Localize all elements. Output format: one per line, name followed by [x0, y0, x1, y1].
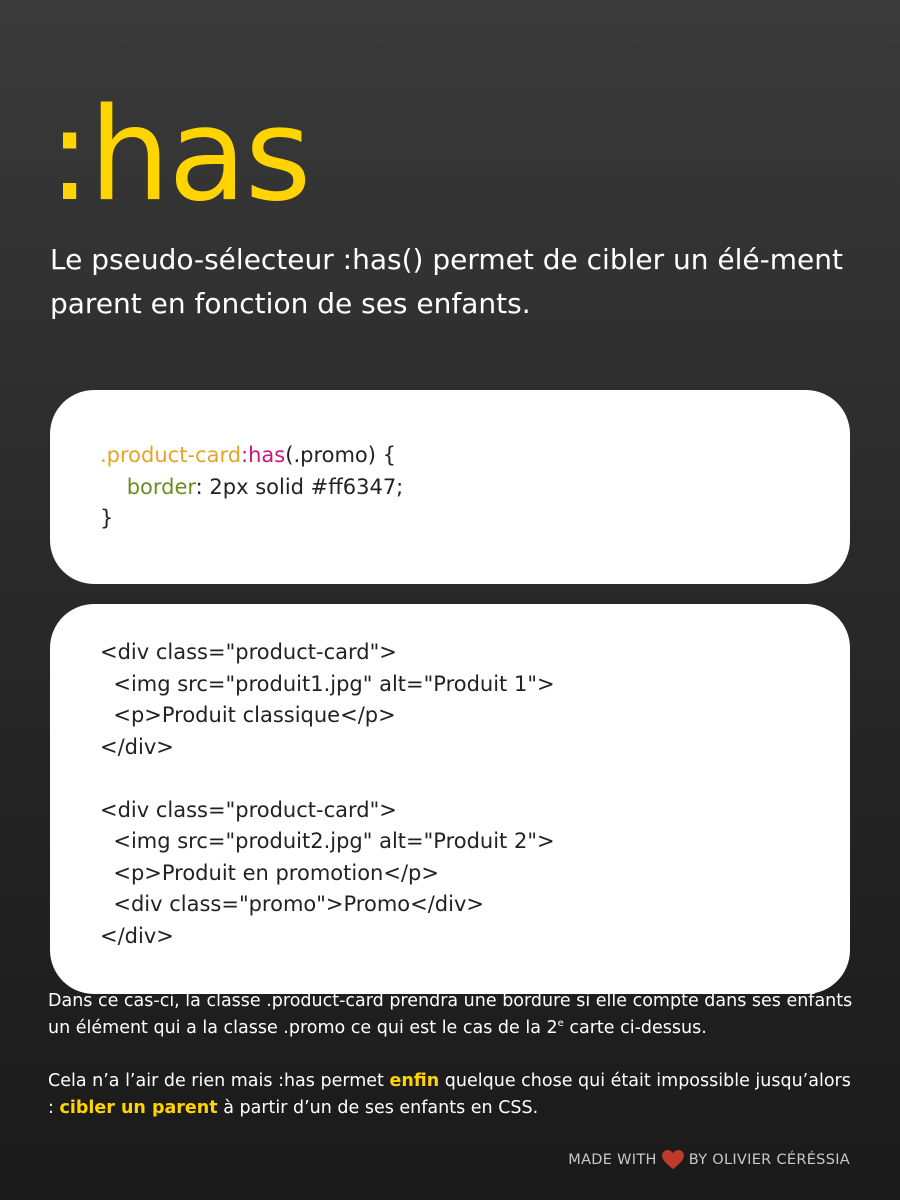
html-code-line: </div>	[100, 734, 174, 759]
explanation-paragraph-2	[48, 1068, 858, 1122]
page-subtitle: Le pseudo-sélecteur :has() permet de cibler un élé-ment parent en fonction de ses enfants.	[50, 243, 843, 320]
css-code-card	[50, 390, 850, 584]
css-code-line	[100, 472, 850, 504]
code-token-prop: border	[126, 474, 196, 499]
code-token-plain: : 2px solid #ff6347;	[195, 474, 404, 499]
html-code-line: <img src="produit2.jpg" alt="Produit 2">	[100, 829, 555, 853]
html-code-card	[50, 604, 850, 994]
html-code-line	[100, 763, 850, 795]
code-token-pseudo: :has	[241, 443, 286, 467]
html-code-line: <img src="produit1.jpg" alt="Produit 1">	[100, 671, 555, 696]
html-code-line: <p>Produit en promotion</p>	[100, 860, 439, 885]
css-code-line	[100, 503, 850, 535]
explanation-text: Dans ce cas-ci, la classe .product-card prendra une bordure si elle compte dans ses enfants un élément qui a la classe .promo ce qui est le cas de la 2	[48, 991, 853, 1038]
html-code-line: </div>	[100, 923, 174, 948]
html-code-line: <p>Produit classique</p>	[100, 703, 396, 727]
html-code-line: <div class="product-card">	[100, 640, 397, 664]
superscript-ordinal: e	[557, 1018, 564, 1029]
explanation-text: à partir d’un de ses enfants en CSS.	[217, 1098, 539, 1118]
footer-made-with: MADE WITH	[568, 1152, 657, 1168]
html-code-line: <div class="promo">Promo</div>	[100, 892, 484, 916]
highlight-enfin: enfin	[389, 1071, 440, 1091]
footer-credit	[568, 1150, 850, 1170]
footer-author: BY OLIVIER CÉRÉSSIA	[688, 1152, 850, 1168]
code-token-plain: (.promo) {	[285, 443, 397, 467]
code-token-plain	[100, 475, 127, 499]
css-code-line	[100, 440, 850, 472]
html-code-line: <div class="product-card">	[100, 797, 397, 822]
heart-icon	[662, 1150, 684, 1170]
code-token-plain: }	[100, 506, 114, 530]
highlight-cibler-parent: cibler un parent	[59, 1098, 218, 1118]
explanation-text: carte ci-dessus.	[563, 1018, 707, 1038]
explanation-paragraph-1	[48, 988, 858, 1042]
explanation-text: Cela n’a l’air de rien mais :has permet	[48, 1071, 390, 1091]
page-title: :has	[48, 81, 310, 230]
code-token-selector: .product-card	[100, 443, 242, 467]
explanation-text: quelque chose qui était impossible jusqu’alors :	[48, 1071, 851, 1118]
